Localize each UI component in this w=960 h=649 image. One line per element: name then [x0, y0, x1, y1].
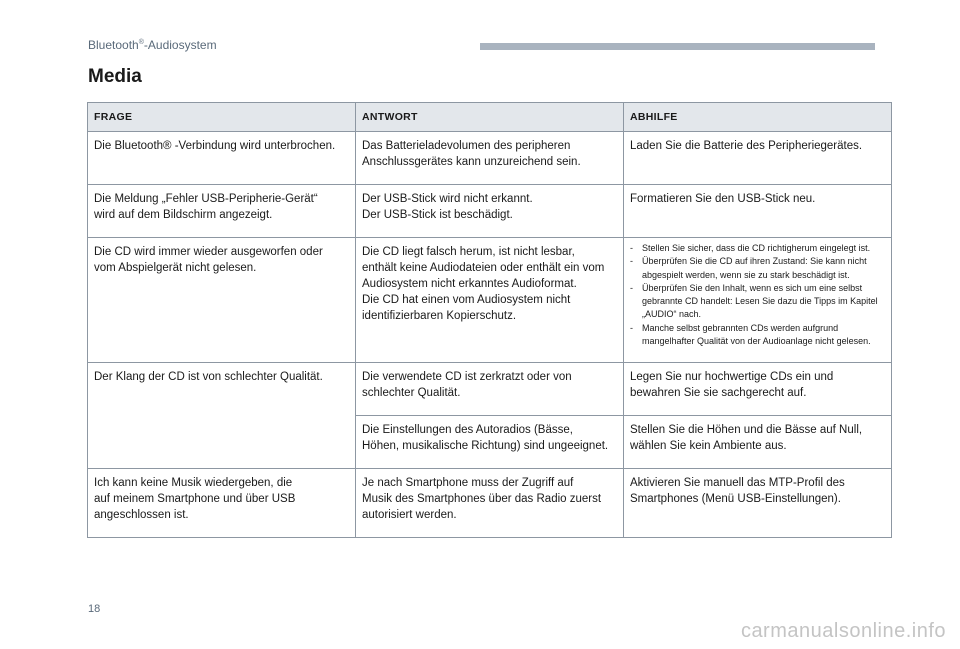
cell-line: Ich kann keine Musik wiedergeben, die — [94, 477, 293, 490]
cell-line: Höhen, musikalische Richtung) sind ungeeignet. — [362, 440, 609, 453]
cell-abhilfe — [624, 238, 892, 363]
cell-abhilfe — [624, 469, 892, 538]
cell-line: Die CD wird immer wieder ausgeworfen oder — [94, 246, 323, 258]
cell-frage — [88, 363, 356, 469]
cell-line: Die Meldung „Fehler USB-Peripherie-Gerät“ — [94, 193, 318, 205]
table-row — [88, 363, 892, 416]
cell-line: Das Batterieladevolumen des peripheren — [362, 140, 571, 152]
cell-line: angeschlossen ist. — [94, 509, 189, 522]
cell-antwort — [356, 363, 624, 416]
cell-frage — [88, 469, 356, 538]
bullet-item — [630, 282, 885, 322]
cell-line: Musik des Smartphones über das Radio zuerst — [362, 493, 602, 506]
cell-line: schlechter Qualität. — [362, 387, 461, 400]
cell-antwort — [356, 416, 624, 469]
cell-line: Laden Sie die Batterie des Peripheriegerätes. — [630, 140, 863, 152]
cell-line: bewahren Sie sie sachgerecht auf. — [630, 387, 807, 400]
cell-line: autorisiert werden. — [362, 509, 457, 522]
cell-abhilfe — [624, 132, 892, 185]
bullet-dash: - — [630, 322, 633, 333]
faq-table — [87, 102, 892, 538]
cell-line: enthält keine Audiodateien oder enthält ein vom — [362, 262, 605, 274]
cell-line: Anschlussgerätes kann unzureichend sein. — [362, 156, 581, 168]
cell-line: identifizierbaren Kopierschutz. — [362, 310, 517, 322]
header-rule — [480, 43, 875, 50]
cell-frage — [88, 132, 356, 185]
table-row — [88, 185, 892, 238]
watermark: carmanualsonline.info — [740, 620, 946, 642]
cell-line: auf meinem Smartphone und über USB — [94, 493, 296, 506]
cell-antwort — [356, 132, 624, 185]
cell-line: Aktivieren Sie manuell das MTP-Profil des — [630, 477, 845, 490]
cell-line: vom Abspielgerät nicht gelesen. — [94, 262, 257, 274]
bullet-text: Stellen Sie sicher, dass die CD richtigherum eingelegt ist. — [642, 243, 871, 253]
bullet-item — [630, 242, 885, 255]
cell-frage — [88, 185, 356, 238]
cell-line: Die CD hat einen vom Audiosystem nicht — [362, 294, 571, 306]
table-row — [88, 132, 892, 185]
cell-line: Je nach Smartphone muss der Zugriff auf — [362, 477, 574, 490]
bullet-item — [630, 322, 885, 349]
page-number: 18 — [88, 603, 101, 615]
registered-mark: ® — [138, 39, 144, 46]
running-header — [88, 38, 217, 52]
bullet-text: Überprüfen Sie die CD auf ihren Zustand: Sie kann nicht abgespielt werden, wenn sie zu stark beschädigt ist. — [642, 256, 867, 280]
cell-line: Audiosystem nicht erkanntes Audioformat. — [362, 278, 577, 290]
cell-line: wählen Sie kein Ambiente aus. — [630, 440, 787, 453]
cell-antwort — [356, 185, 624, 238]
column-header-abhilfe: ABHILFE — [624, 103, 892, 132]
cell-line: Der Klang der CD ist von schlechter Qualität. — [94, 371, 323, 384]
cell-line: Formatieren Sie den USB-Stick neu. — [630, 193, 816, 205]
cell-line: Legen Sie nur hochwertige CDs ein und — [630, 371, 834, 384]
column-header-antwort: ANTWORT — [356, 103, 624, 132]
cell-line: wird auf dem Bildschirm angezeigt. — [94, 209, 273, 221]
bullet-dash: - — [630, 243, 633, 253]
bullet-item — [630, 255, 885, 282]
cell-line: Smartphones (Menü USB-Einstellungen). — [630, 493, 841, 506]
column-header-frage: FRAGE — [88, 103, 356, 132]
table-header-row — [88, 103, 892, 132]
bullet-dash: - — [630, 282, 633, 293]
cell-line: Die verwendete CD ist zerkratzt oder von — [362, 371, 572, 384]
table-row — [88, 238, 892, 363]
cell-line: Der USB-Stick ist beschädigt. — [362, 209, 513, 221]
cell-abhilfe — [624, 363, 892, 416]
cell-line: Stellen Sie die Höhen und die Bässe auf Null, — [630, 424, 863, 437]
bullet-dash: - — [630, 256, 633, 267]
cell-abhilfe — [624, 185, 892, 238]
bullet-text: Manche selbst gebrannten CDs werden aufgrund mangelhafter Qualität von der Audioanlage nicht gelesen. — [642, 322, 871, 347]
cell-antwort — [356, 238, 624, 363]
cell-antwort — [356, 469, 624, 538]
cell-line: Die Bluetooth® -Verbindung wird unterbrochen. — [94, 140, 336, 152]
section-title: Media — [88, 66, 142, 87]
cell-line: Die CD liegt falsch herum, ist nicht lesbar, — [362, 246, 575, 258]
running-header-title: Bluetooth — [88, 38, 139, 52]
cell-abhilfe — [624, 416, 892, 469]
cell-frage — [88, 238, 356, 363]
cell-line: Der USB-Stick wird nicht erkannt. — [362, 193, 533, 205]
bullet-text: Überprüfen Sie den Inhalt, wenn es sich um eine selbst gebrannte CD handelt: Lesen Sie dazu die Tipps im Kapitel „AUDIO“ nach. — [642, 282, 878, 320]
table-row — [88, 469, 892, 538]
running-header-title-suffix: -Audiosystem — [143, 38, 217, 52]
cell-line: Die Einstellungen des Autoradios (Bässe, — [362, 424, 573, 437]
